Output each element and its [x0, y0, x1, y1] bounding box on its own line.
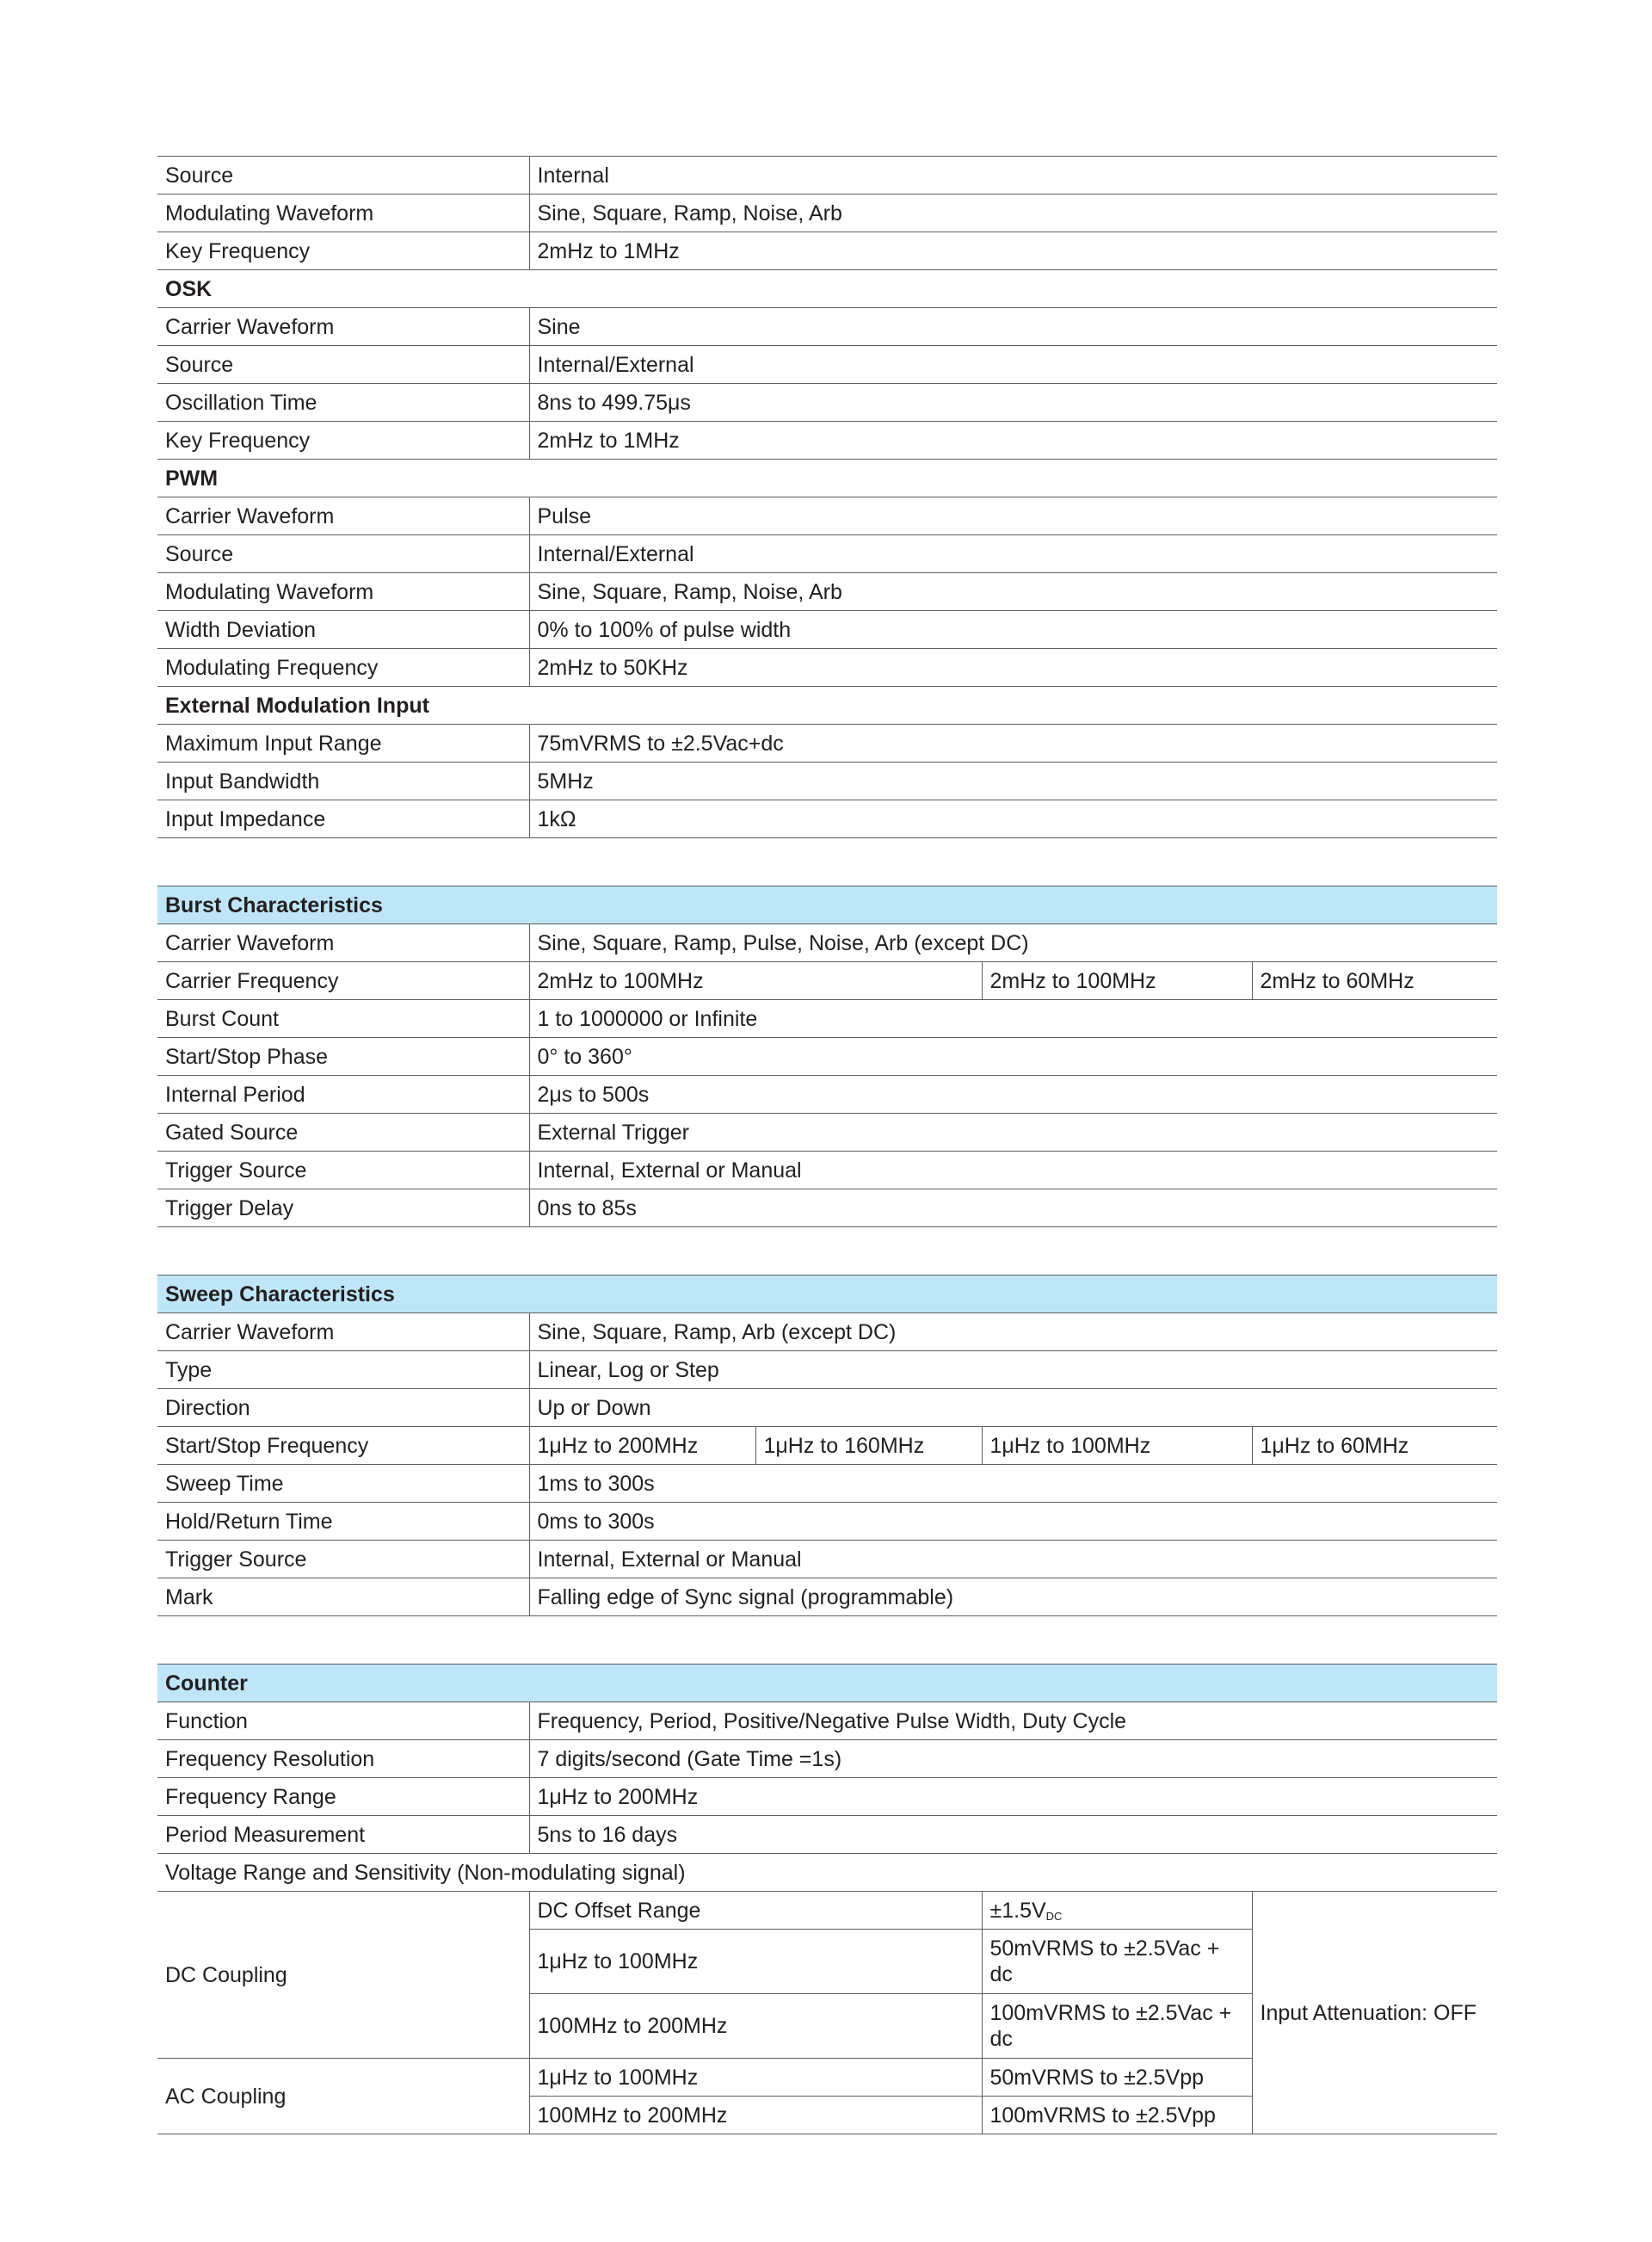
table-row [157, 1076, 1497, 1114]
table-row [157, 195, 1497, 232]
spec-value: 75mVRMS to ±2.5Vac+dc [529, 725, 1497, 763]
spec-label: Hold/Return Time [157, 1503, 529, 1541]
spec-value: 2mHz to 60MHz [1252, 962, 1497, 1000]
sensitivity-value: 50mVRMS to ±2.5Vpp [982, 2059, 1252, 2097]
table-row [157, 1702, 1497, 1740]
spec-value: External Trigger [529, 1114, 1497, 1152]
table-row [157, 1892, 1497, 1930]
spec-value: 1μHz to 100MHz [982, 1427, 1252, 1465]
spec-label: Internal Period [157, 1076, 529, 1114]
spec-label: Carrier Waveform [157, 924, 529, 962]
table-row [157, 1114, 1497, 1152]
spec-value: 1μHz to 200MHz [529, 1778, 1497, 1816]
frequency-range: 100MHz to 200MHz [529, 2097, 982, 2134]
spec-value: Frequency, Period, Positive/Negative Pulse Width, Duty Cycle [529, 1702, 1497, 1740]
spec-value: 1 to 1000000 or Infinite [529, 1000, 1497, 1038]
subsection-row [157, 270, 1497, 308]
spec-label: Source [157, 157, 529, 195]
table-row [157, 1778, 1497, 1816]
table-row [157, 1152, 1497, 1189]
spec-label: Carrier Frequency [157, 962, 529, 1000]
table-row [157, 1740, 1497, 1778]
frequency-range: 1μHz to 100MHz [529, 2059, 982, 2097]
table-row [157, 1816, 1497, 1854]
frequency-range: 1μHz to 100MHz [529, 1930, 982, 1994]
table-row [157, 1000, 1497, 1038]
table-row [157, 308, 1497, 346]
spec-label: Direction [157, 1389, 529, 1427]
spec-value: Pulse [529, 497, 1497, 535]
spec-label: Input Bandwidth [157, 763, 529, 800]
table-row [157, 384, 1497, 422]
subsection-row [157, 460, 1497, 497]
table-row [157, 924, 1497, 962]
spec-label: Carrier Waveform [157, 1313, 529, 1351]
table-row [157, 1389, 1497, 1427]
sensitivity-value: 100mVRMS to ±2.5Vac + dc [982, 1994, 1252, 2059]
spec-value: Internal [529, 157, 1497, 195]
spec-label: Trigger Source [157, 1541, 529, 1578]
frequency-range: 100MHz to 200MHz [529, 1994, 982, 2059]
spec-value: 2mHz to 100MHz [982, 962, 1252, 1000]
table-row [157, 800, 1497, 838]
table-row [157, 157, 1497, 195]
burst-table [157, 886, 1497, 1227]
spec-value: 2μs to 500s [529, 1076, 1497, 1114]
spec-value: Sine, Square, Ramp, Noise, Arb [529, 195, 1497, 232]
section-title-counter: Counter [157, 1665, 1497, 1702]
spec-value: Sine, Square, Ramp, Noise, Arb [529, 573, 1497, 611]
spec-label: Carrier Waveform [157, 497, 529, 535]
table-row [157, 232, 1497, 270]
spec-label: Carrier Waveform [157, 308, 529, 346]
spec-value: Sine, Square, Ramp, Pulse, Noise, Arb (except DC) [529, 924, 1497, 962]
spec-label: Type [157, 1351, 529, 1389]
spec-sheet [157, 156, 1497, 2134]
table-row [157, 1189, 1497, 1227]
spec-value: Sine, Square, Ramp, Arb (except DC) [529, 1313, 1497, 1351]
spec-value: 1ms to 300s [529, 1465, 1497, 1503]
spec-value: 2mHz to 100MHz [529, 962, 982, 1000]
spec-value: 0ms to 300s [529, 1503, 1497, 1541]
spec-label: Key Frequency [157, 232, 529, 270]
table-row [157, 1503, 1497, 1541]
spec-label: Burst Count [157, 1000, 529, 1038]
spec-value: Internal, External or Manual [529, 1152, 1497, 1189]
table-row [157, 611, 1497, 649]
spec-value: Falling edge of Sync signal (programmable) [529, 1578, 1497, 1616]
spec-value: Internal/External [529, 346, 1497, 384]
spec-label: Source [157, 535, 529, 573]
spec-value: 7 digits/second (Gate Time =1s) [529, 1740, 1497, 1778]
table-row [157, 1854, 1497, 1892]
spec-value: 0% to 100% of pulse width [529, 611, 1497, 649]
spec-label: Modulating Waveform [157, 195, 529, 232]
spec-value: 1μHz to 160MHz [755, 1427, 982, 1465]
table-row [157, 1578, 1497, 1616]
table-row [157, 573, 1497, 611]
section-title-burst: Burst Characteristics [157, 886, 1497, 924]
spec-label: Frequency Resolution [157, 1740, 529, 1778]
spec-value: 1kΩ [529, 800, 1497, 838]
table-row [157, 649, 1497, 687]
spec-label: Modulating Waveform [157, 573, 529, 611]
section-title-sweep: Sweep Characteristics [157, 1275, 1497, 1313]
spec-label: Key Frequency [157, 422, 529, 460]
voltage-range-heading: Voltage Range and Sensitivity (Non-modulating signal) [157, 1854, 1497, 1892]
spec-label: Width Deviation [157, 611, 529, 649]
spec-value: 1μHz to 60MHz [1252, 1427, 1497, 1465]
spec-value: Internal, External or Manual [529, 1541, 1497, 1578]
modulation-table [157, 156, 1497, 838]
ac-coupling-label: AC Coupling [157, 2059, 529, 2134]
spec-label: Oscillation Time [157, 384, 529, 422]
spec-value: 1μHz to 200MHz [529, 1427, 755, 1465]
spec-value: 2mHz to 50KHz [529, 649, 1497, 687]
table-row [157, 763, 1497, 800]
sensitivity-value: 100mVRMS to ±2.5Vpp [982, 2097, 1252, 2134]
table-row [157, 962, 1497, 1000]
section-header [157, 1275, 1497, 1313]
spec-label: Trigger Source [157, 1152, 529, 1189]
sweep-table [157, 1275, 1497, 1616]
spec-label: Modulating Frequency [157, 649, 529, 687]
section-header [157, 1665, 1497, 1702]
dc-offset-value-text: ±1.5V [989, 1898, 1046, 1923]
spec-value: Sine [529, 308, 1497, 346]
input-attenuation-note: Input Attenuation: OFF [1252, 1892, 1497, 2134]
spec-value: 2mHz to 1MHz [529, 422, 1497, 460]
section-header [157, 886, 1497, 924]
subsection-title-osk: OSK [157, 270, 1497, 308]
table-row [157, 1351, 1497, 1389]
spec-label: Frequency Range [157, 1778, 529, 1816]
spec-label: Start/Stop Frequency [157, 1427, 529, 1465]
spec-value: Up or Down [529, 1389, 1497, 1427]
spec-label: Source [157, 346, 529, 384]
spec-label: Start/Stop Phase [157, 1038, 529, 1076]
spec-label: Mark [157, 1578, 529, 1616]
dc-offset-range-value [982, 1892, 1252, 1930]
spec-label: Period Measurement [157, 1816, 529, 1854]
table-row [157, 1427, 1497, 1465]
spec-value: Linear, Log or Step [529, 1351, 1497, 1389]
table-row [157, 1541, 1497, 1578]
spec-value: Internal/External [529, 535, 1497, 573]
table-row [157, 1313, 1497, 1351]
spec-label: Maximum Input Range [157, 725, 529, 763]
dc-subscript: DC [1045, 1909, 1063, 1923]
spec-value: 0° to 360° [529, 1038, 1497, 1076]
dc-offset-range-label: DC Offset Range [529, 1892, 982, 1930]
spec-label: Sweep Time [157, 1465, 529, 1503]
table-row [157, 346, 1497, 384]
counter-table [157, 1664, 1497, 2134]
spec-label: Gated Source [157, 1114, 529, 1152]
subsection-row [157, 687, 1497, 725]
spec-label: Function [157, 1702, 529, 1740]
subsection-title-pwm: PWM [157, 460, 1497, 497]
spec-label: Trigger Delay [157, 1189, 529, 1227]
table-row [157, 1465, 1497, 1503]
table-row [157, 535, 1497, 573]
spec-value: 8ns to 499.75μs [529, 384, 1497, 422]
spec-label: Input Impedance [157, 800, 529, 838]
table-row [157, 725, 1497, 763]
spec-value: 0ns to 85s [529, 1189, 1497, 1227]
sensitivity-value: 50mVRMS to ±2.5Vac + dc [982, 1930, 1252, 1994]
table-row [157, 497, 1497, 535]
table-row [157, 422, 1497, 460]
spec-value: 2mHz to 1MHz [529, 232, 1497, 270]
table-row [157, 1038, 1497, 1076]
dc-coupling-label: DC Coupling [157, 1892, 529, 2059]
spec-value: 5MHz [529, 763, 1497, 800]
spec-value: 5ns to 16 days [529, 1816, 1497, 1854]
subsection-title-external-input: External Modulation Input [157, 687, 1497, 725]
